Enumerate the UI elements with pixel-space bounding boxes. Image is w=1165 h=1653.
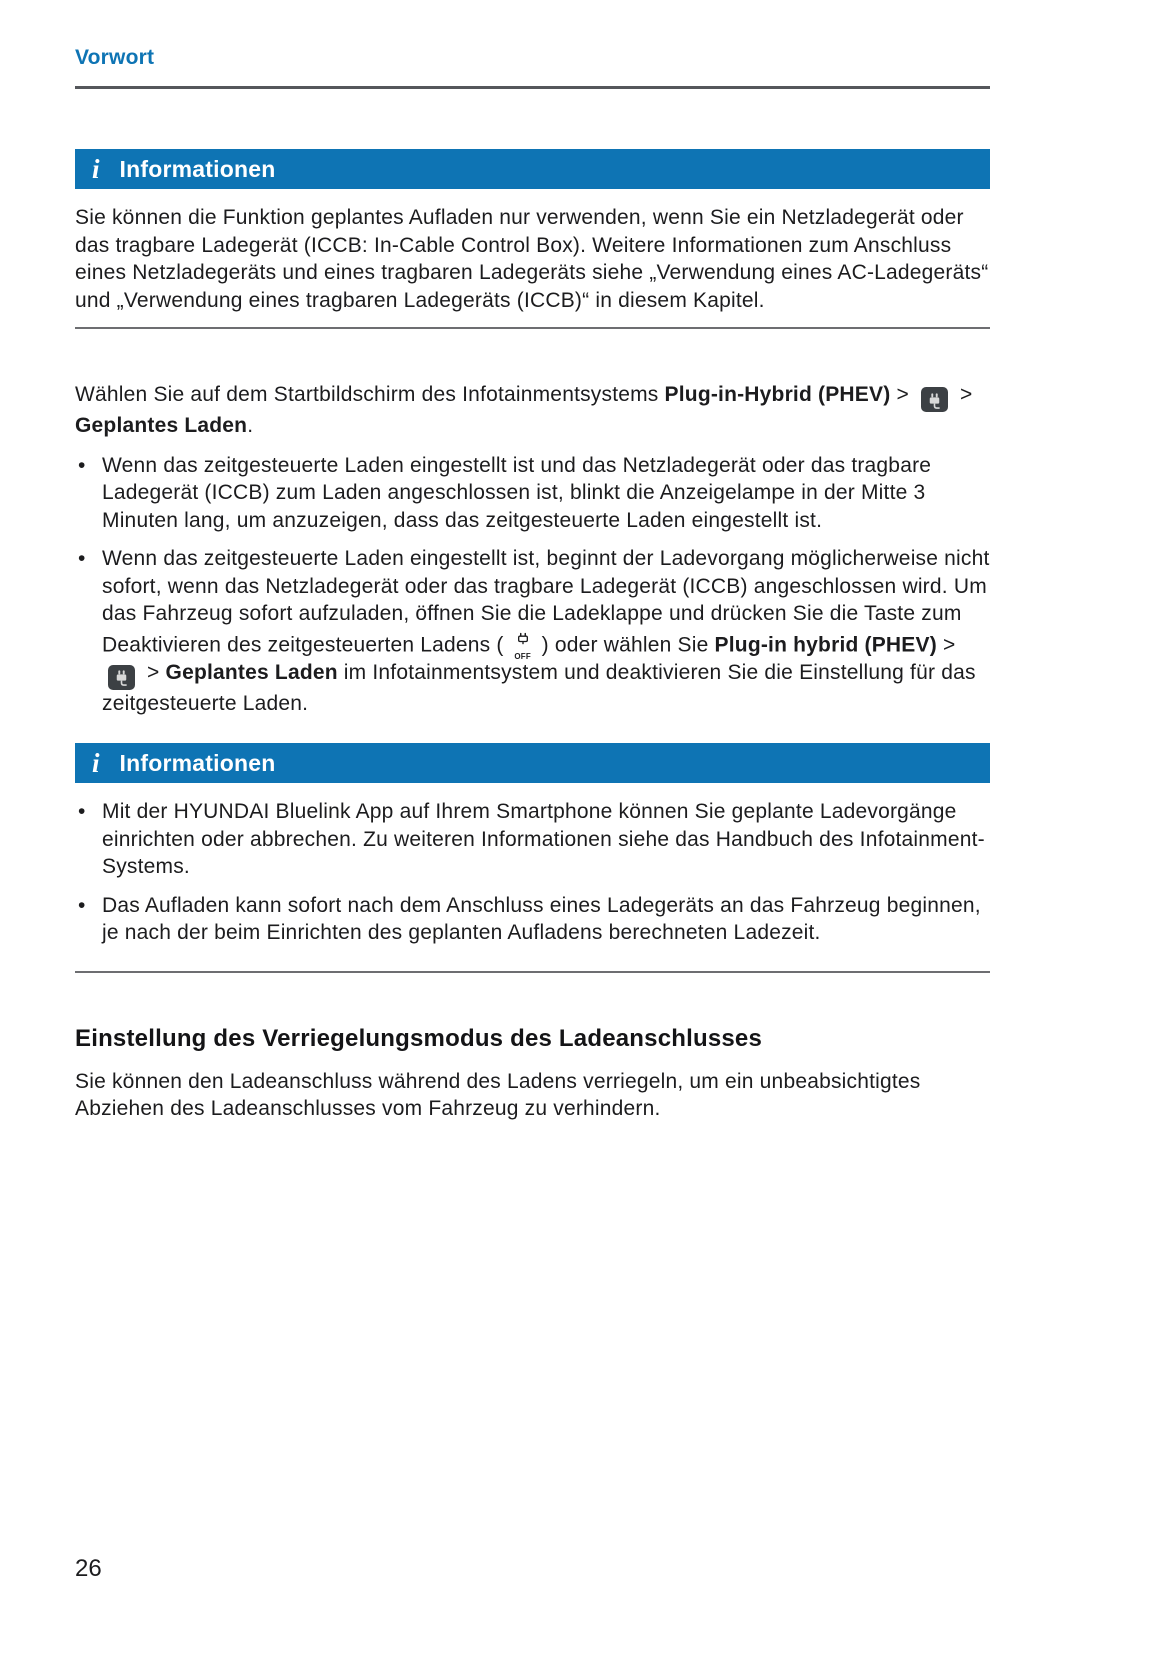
nav-separator: > — [890, 383, 915, 406]
nav-separator: > — [953, 383, 973, 406]
geplantes-laden-label: Geplantes Laden — [165, 660, 338, 684]
info-banner-1 — [75, 149, 990, 189]
bullet-item — [75, 545, 990, 717]
page-number: 26 — [75, 1555, 102, 1582]
bullet-text: Wenn das zeitgesteuerte Laden eingestellt ist, beginnt der Ladevorgang möglicherweise nicht sofort, wenn das Netzladegerät oder das tragbare Ladegerät (ICCB) angeschlossen wird. Um das Fahrzeug sofort aufzuladen, öffnen Sie die Ladeklappe und drücken Sie die Taste zum Deaktivieren des zeitgesteuerten Ladens ( — [102, 547, 990, 656]
scheduled-charging-icon — [108, 665, 135, 690]
bullet-list-2 — [75, 798, 990, 947]
info-icon: i — [92, 153, 100, 184]
section-body: Sie können den Ladeanschluss während des Ladens verriegeln, um ein unbeabsichtigtes Abziehen des Ladeanschlusses vom Fahrzeug zu verhindern. — [75, 1069, 921, 1120]
bullet-separator: > — [936, 633, 956, 656]
charge-off-button-icon — [512, 628, 534, 661]
plug-in-hybrid-label: Plug-in hybrid (PHEV) — [714, 633, 937, 656]
info-banner-title: Informationen — [119, 749, 276, 776]
nav-text: Wählen Sie auf dem Startbildschirm des Infotainmentsystems — [75, 383, 665, 406]
page-header-title: Vorwort — [75, 46, 155, 69]
section-heading: Einstellung des Verriegelungsmodus des Ladeanschlusses — [75, 1024, 763, 1052]
divider-after-info-1 — [75, 327, 990, 329]
charge-off-label: OFF — [514, 652, 531, 661]
header-rule — [75, 86, 990, 89]
bullet-text: Wenn das zeitgesteuerte Laden eingestellt ist und das Netzladegerät oder das tragbare Ladegerät (ICCB) zum Laden angeschlossen ist, blinkt die Anzeigelampe in der Mitte 3 Minuten lang, um anzuzeigen, dass das zeitgesteuerte Laden eingestellt ist. — [102, 453, 932, 532]
plug-in-hybrid-label: Plug-in-Hybrid (PHEV) — [664, 383, 891, 406]
bullet-text: Mit der HYUNDAI Bluelink App auf Ihrem Smartphone können Sie geplante Ladevorgänge einrichten oder abbrechen. Zu weiteren Informationen siehe das Handbuch des Infotainment-Systems. — [102, 800, 985, 878]
bullet-item — [75, 798, 990, 881]
info-banner-2 — [75, 743, 990, 783]
bullet-separator: > — [141, 660, 166, 684]
info-icon: i — [92, 747, 100, 778]
nav-instruction — [75, 381, 990, 440]
info-banner-title: Informationen — [119, 155, 276, 182]
bullet-item — [75, 892, 990, 947]
bullet-item — [75, 452, 990, 535]
nav-end: . — [247, 414, 254, 437]
divider-after-info-2 — [75, 971, 990, 973]
bullet-text: im Infotainmentsystem und deaktivieren Sie die Einstellung für das zeitgesteuerte Laden. — [102, 660, 976, 715]
bullet-text: ) oder wählen Sie — [535, 633, 715, 656]
bullet-text: Das Aufladen kann sofort nach dem Anschluss eines Ladegeräts an das Fahrzeug beginnen, je nach der beim Einrichten des geplanten Aufladens berechneten Ladezeit. — [102, 893, 981, 944]
scheduled-charging-icon — [921, 387, 948, 412]
bullet-list-1 — [75, 452, 990, 718]
info-body-1: Sie können die Funktion geplantes Aufladen nur verwenden, wenn Sie ein Netzladegerät oder das tragbare Ladegerät (ICCB: In-Cable Control Box). Weitere Informationen zum Anschluss eines Netzladegeräts und eines tragbaren Ladegeräts siehe „Verwendung eines AC-Ladegeräts“ und „Verwendung eines tragbaren Ladegeräts (ICCB)“ in diesem Kapitel. — [75, 206, 989, 312]
geplantes-laden-label: Geplantes Laden — [75, 414, 248, 437]
